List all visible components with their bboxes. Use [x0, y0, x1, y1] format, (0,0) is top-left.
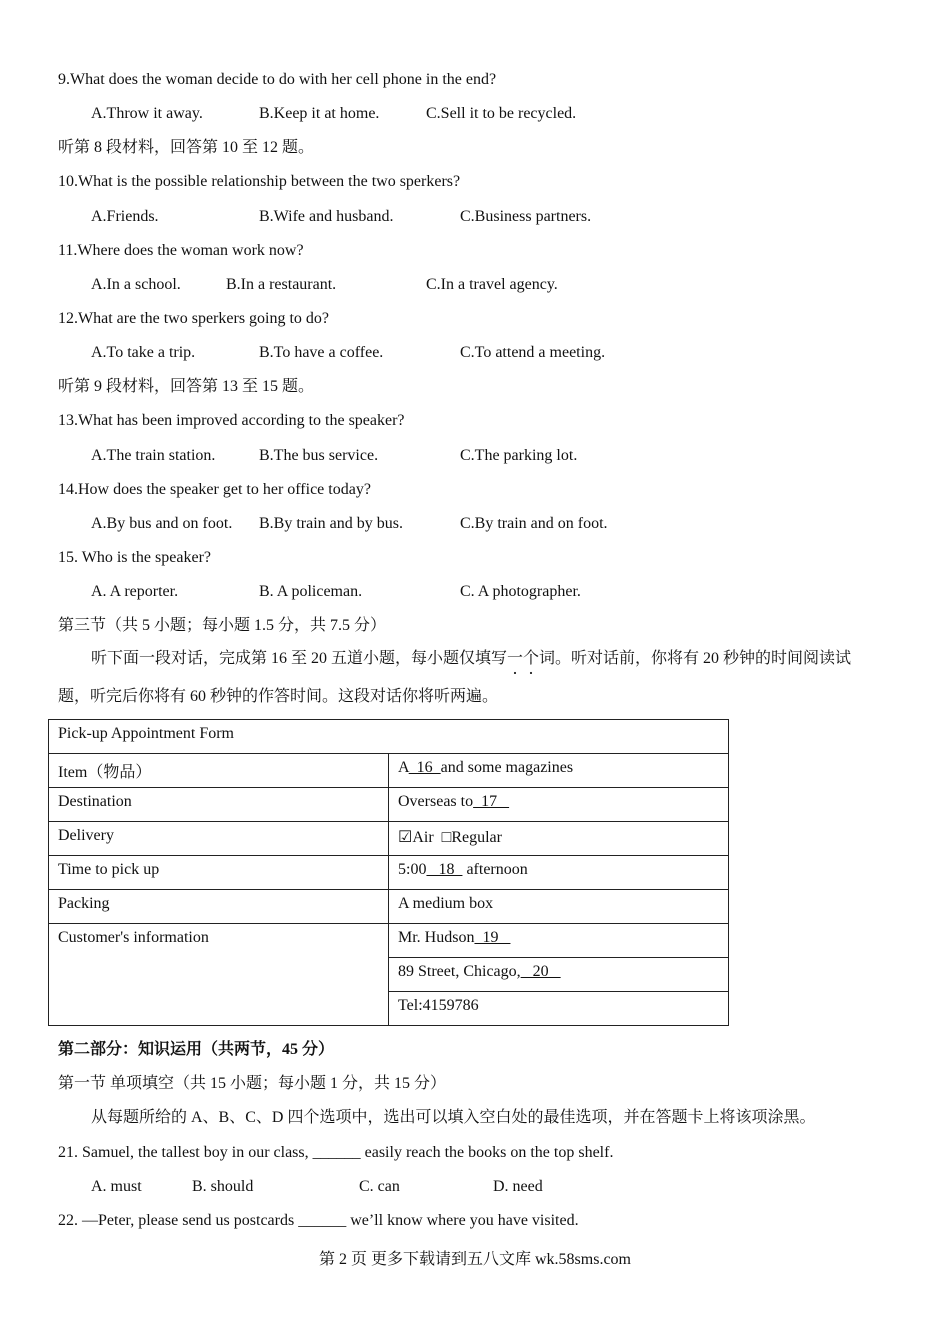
- blank-19: 19: [474, 929, 511, 946]
- blank-17: 17: [473, 793, 510, 810]
- item-value: [389, 754, 729, 788]
- question-13-option-a: A.The train station.: [91, 447, 216, 464]
- blank-16: 16: [408, 759, 441, 776]
- section-9-instruction: 听第 9 段材料，回答第 13 至 15 题。: [58, 378, 315, 395]
- question-9-option-b: B.Keep it at home.: [259, 105, 380, 122]
- question-12-option-b: B.To have a coffee.: [259, 344, 384, 361]
- question-21-option-a: A. must: [91, 1178, 142, 1195]
- question-14-option-b: B.By train and by bus.: [259, 515, 403, 532]
- part3-instruction-pre: 听下面一段对话，完成第 16 至 20 五道小题，每小题仅填写: [91, 650, 508, 667]
- pickup-appointment-form: [48, 719, 729, 1026]
- destination-value-pre: Overseas to: [398, 793, 474, 810]
- question-9-option-a: A.Throw it away.: [91, 105, 203, 122]
- question-10-option-c: C.Business partners.: [460, 208, 592, 225]
- customer-phone: Tel:4159786: [389, 992, 729, 1026]
- customer-address: [389, 958, 729, 992]
- question-12-option-c: C.To attend a meeting.: [460, 344, 606, 361]
- question-14-stem: 14.How does the speaker get to her office today?: [58, 481, 371, 498]
- section-8-instruction: 听第 8 段材料，回答第 10 至 12 题。: [58, 139, 315, 156]
- question-9-option-c: C.Sell it to be recycled.: [426, 105, 577, 122]
- emphasis-char-1: 一: [507, 650, 524, 667]
- section1-instruction: 从每题所给的 A、B、C、D 四个选项中，选出可以填入空白处的最佳选项，并在答题卡上将该项涂黑。: [91, 1109, 816, 1126]
- question-10-stem: 10.What is the possible relationship between the two sperkers?: [58, 173, 461, 190]
- question-22-stem: 22. —Peter, please send us postcards ______ we’ll know where you have visited.: [58, 1212, 579, 1229]
- packing-label: Packing: [49, 890, 389, 924]
- question-14-option-a: A.By bus and on foot.: [91, 515, 233, 532]
- item-value-post: and some magazines: [440, 759, 574, 776]
- question-21-option-d: D. need: [493, 1178, 543, 1195]
- customer-name: [389, 924, 729, 958]
- destination-value: [389, 788, 729, 822]
- question-13-option-b: B.The bus service.: [259, 447, 379, 464]
- question-15-option-a: A. A reporter.: [91, 583, 179, 600]
- question-11-stem: 11.Where does the woman work now?: [58, 242, 304, 259]
- question-11-option-c: C.In a travel agency.: [426, 276, 558, 293]
- part3-instruction-line1: [91, 649, 851, 669]
- question-15-option-b: B. A policeman.: [259, 583, 363, 600]
- time-value-pre: 5:00: [398, 861, 427, 878]
- question-21-option-c: C. can: [359, 1178, 400, 1195]
- question-10-option-a: A.Friends.: [91, 208, 159, 225]
- form-title: Pick-up Appointment Form: [49, 720, 729, 754]
- part3-instruction-post: 词。听对话前，你将有 20 秒钟的时间阅读试: [539, 650, 852, 667]
- time-value: [389, 856, 729, 890]
- customer-label: Customer's information: [49, 924, 389, 1026]
- question-13-option-c: C.The parking lot.: [460, 447, 578, 464]
- question-11-option-b: B.In a restaurant.: [226, 276, 337, 293]
- question-9-stem: 9.What does the woman decide to do with her cell phone in the end?: [58, 71, 497, 88]
- blank-18: 18: [426, 861, 463, 878]
- blank-20: 20: [520, 963, 561, 980]
- question-13-stem: 13.What has been improved according to the speaker?: [58, 412, 405, 429]
- question-10-option-b: B.Wife and husband.: [259, 208, 394, 225]
- page-footer: 第 2 页 更多下载请到五八文库 wk.58sms.com: [318, 1251, 631, 1268]
- packing-value: A medium box: [389, 890, 729, 924]
- customer-name-pre: Mr. Hudson: [398, 929, 475, 946]
- section1-title: 第一节 单项填空（共 15 小题；每小题 1 分，共 15 分）: [58, 1075, 447, 1092]
- question-15-stem: 15. Who is the speaker?: [58, 549, 211, 566]
- time-label: Time to pick up: [49, 856, 389, 890]
- question-21-option-b: B. should: [192, 1178, 254, 1195]
- question-12-option-a: A.To take a trip.: [91, 344, 196, 361]
- question-21-stem: 21. Samuel, the tallest boy in our class, ______ easily reach the books on the top shelf.: [58, 1144, 614, 1161]
- customer-address-pre: 89 Street, Chicago,: [398, 963, 521, 980]
- question-14-option-c: C.By train and on foot.: [460, 515, 608, 532]
- item-value-pre: A: [398, 759, 409, 776]
- part3-instruction-line2: 题，听完后你将有 60 秒钟的作答时间。这段对话你将听两遍。: [58, 688, 499, 705]
- delivery-label: Delivery: [49, 822, 389, 856]
- delivery-value: ☑Air □Regular: [389, 822, 729, 856]
- question-12-stem: 12.What are the two sperkers going to do?: [58, 310, 330, 327]
- question-11-option-a: A.In a school.: [91, 276, 181, 293]
- part3-title: 第三节（共 5 小题；每小题 1.5 分，共 7.5 分）: [58, 617, 387, 634]
- item-label: Item（物品）: [49, 754, 389, 788]
- question-15-option-c: C. A photographer.: [460, 583, 581, 600]
- destination-label: Destination: [49, 788, 389, 822]
- part2-title: 第二部分：知识运用（共两节，45 分）: [58, 1041, 335, 1058]
- time-value-post: afternoon: [462, 861, 528, 878]
- emphasis-char-2: 个: [523, 650, 540, 667]
